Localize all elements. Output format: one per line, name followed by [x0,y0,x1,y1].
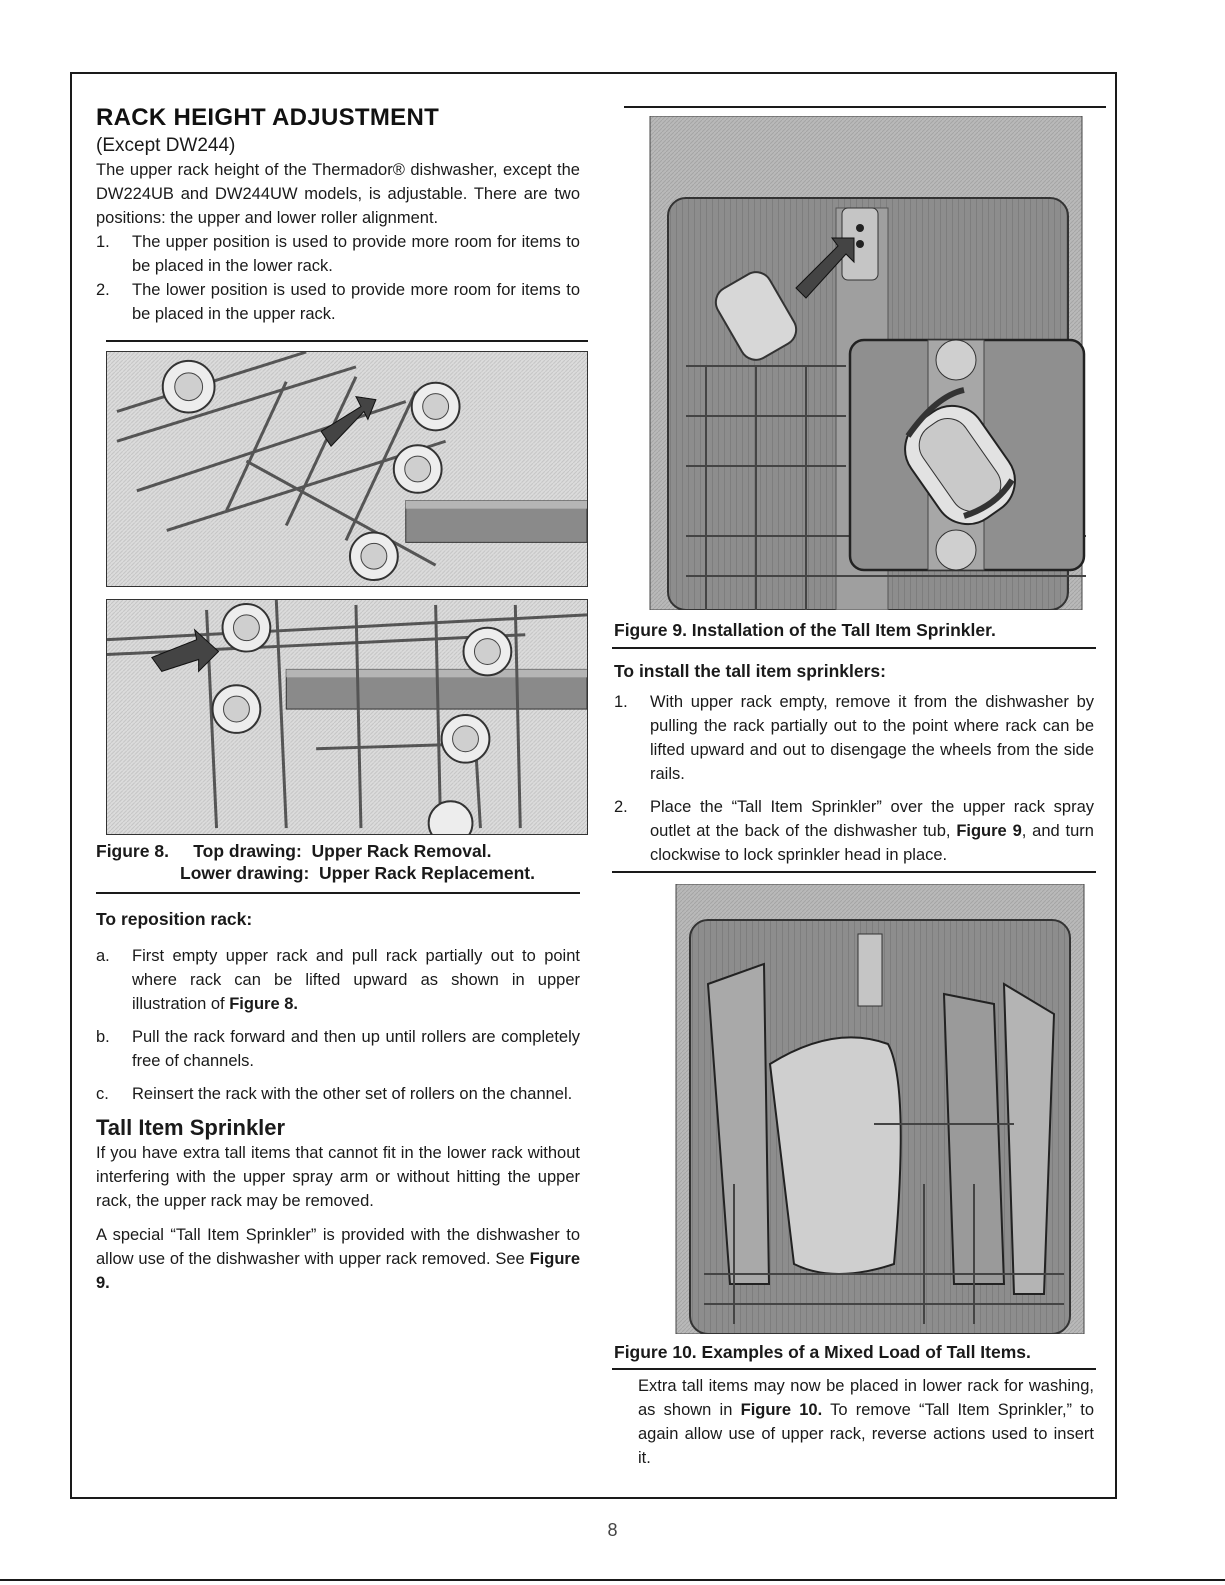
final-paragraph: Extra tall items may now be placed in lower rack for washing, as shown in Figure 10. To remove “Tall Item Sprinkler,” to again allow use of upper rack, reverse actions used to insert it. [638,1377,1094,1467]
list-item: a. First empty upper rack and pull rack partially out to point where rack can be lifted upward as shown in upper illustration of Figure 8. [96,947,580,1013]
intro-paragraph: The upper rack height of the Thermador® dishwasher, except the DW224UB and DW244UW models, is adjustable. There are two positions: the upper and lower roller alignment. [96,161,580,227]
position-list [96,230,580,326]
figure-9-sprinkler-install [646,116,1086,610]
figure-8-caption-line-1: Figure 8. Top drawing: Upper Rack Removal. [96,841,492,861]
divider [624,106,1106,108]
figure-9-caption: Figure 9. Installation of the Tall Item Sprinkler. [614,620,996,640]
figure-10-caption: Figure 10. Examples of a Mixed Load of Tall Items. [614,1342,1031,1362]
list-item: 1. With upper rack empty, remove it from the dishwasher by pulling the rack partially out to the point where rack can be lifted upward and out to disengage the wheels from the side rails. [614,693,1094,783]
bottom-divider [0,1579,1225,1581]
section-title: RACK HEIGHT ADJUSTMENT [96,104,440,131]
tall-item-paragraph-1: If you have extra tall items that cannot fit in the lower rack without interfering with the upper spray arm or without hitting the upper rack, the upper rack may be removed. [96,1144,580,1210]
figure-8-caption-line-2: Lower drawing: Upper Rack Replacement. [180,863,535,883]
figure-8-top-drawing [106,351,588,587]
install-heading: To install the tall item sprinklers: [614,661,886,681]
section-subtitle: (Except DW244) [96,135,236,156]
tall-item-heading: Tall Item Sprinkler [96,1115,286,1140]
list-item: b. Pull the rack forward and then up until rollers are completely free of channels. [96,1028,580,1070]
install-section [614,660,1094,876]
divider [612,871,1096,873]
reposition-heading: To reposition rack: [96,909,253,929]
page-number: 8 [607,1520,618,1540]
divider [612,647,1096,649]
list-item: 1. The upper position is used to provide more room for items to be placed in the lower rack. [96,233,580,275]
divider [96,892,580,894]
install-steps [614,690,1094,867]
left-column [96,104,580,326]
list-item: 2. Place the “Tall Item Sprinkler” over the upper rack spray outlet at the back of the dishwasher tub, Figure 9, and turn clockwise to lock sprinkler head in place. [614,798,1094,864]
figure-8-caption [96,840,586,884]
divider [612,1368,1096,1370]
list-item: 2. The lower position is used to provide more room for items to be placed in the upper rack. [96,281,580,323]
list-item: c. Reinsert the rack with the other set of rollers on the channel. [96,1085,573,1103]
figure-10-mixed-load [674,884,1086,1334]
figure-8-bottom-drawing [106,599,588,835]
reposition-steps [96,944,580,1106]
reposition-section [96,908,580,1295]
divider [106,340,588,342]
tall-item-paragraph-2: A special “Tall Item Sprinkler” is provided with the dishwasher to allow use of the dishwasher with upper rack removed. See Figure 9. [96,1226,580,1292]
